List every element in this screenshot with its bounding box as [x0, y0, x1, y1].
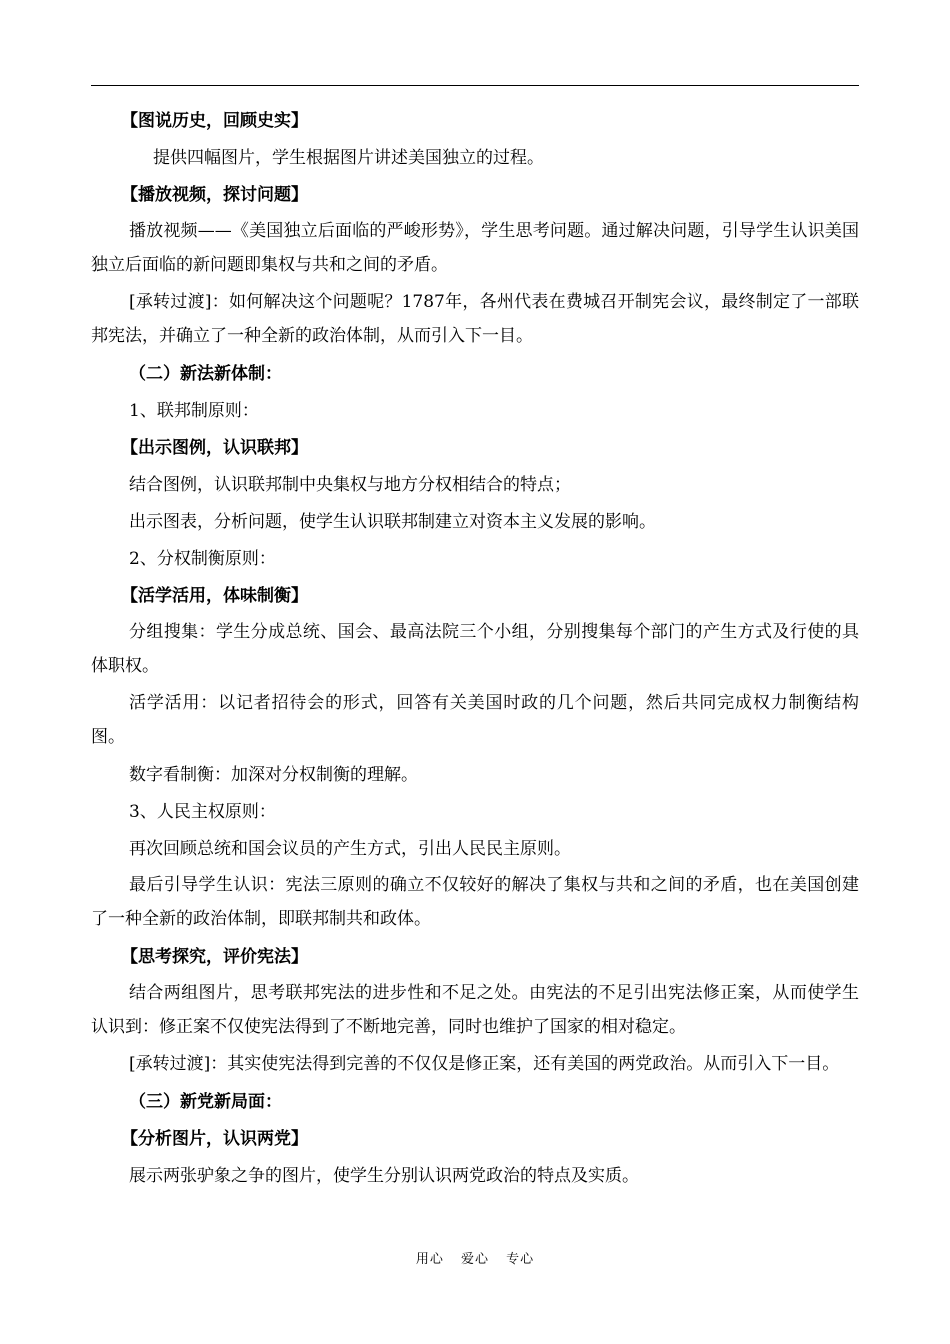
paragraph: 数字看制衡：加深对分权制衡的理解。 [129, 765, 418, 785]
header-rule [91, 85, 859, 86]
paragraph: 最后引导学生认识：宪法三原则的确立不仅较好的解决了集权与共和之间的矛盾，也在美国创建了一种全新的政治体制，即联邦制共和政体。 [91, 875, 859, 929]
paragraph: 活学活用：以记者招待会的形式，回答有关美国时政的几个问题，然后共同完成权力制衡结构图。 [91, 693, 859, 747]
subheading-checks-balances: 【活学活用，体味制衡】 [121, 586, 308, 606]
paragraph: 再次回顾总统和国会议员的产生方式，引出人民民主原则。 [129, 839, 571, 859]
paragraph: 结合图例，认识联邦制中央集权与地方分权相结合的特点； [129, 475, 571, 495]
subheading-evaluate-constitution: 【思考探究，评价宪法】 [121, 947, 308, 967]
section-heading-new-constitution: （二）新法新体制： [129, 364, 282, 384]
page-footer [0, 1248, 950, 1267]
list-item-checks-balances: 2、分权制衡原则： [129, 549, 276, 569]
paragraph-transition: [承转过渡]：如何解决这个问题呢？1787年，各州代表在费城召开制宪会议，最终制定了一部联邦宪法，并确立了一种全新的政治体制，从而引入下一目。 [91, 292, 859, 346]
paragraph: 提供四幅图片，学生根据图片讲述美国独立的过程。 [153, 148, 544, 168]
subheading-illustrated-history: 【图说历史，回顾史实】 [121, 111, 308, 131]
paragraph: 播放视频——《美国独立后面临的严峻形势》，学生思考问题。通过解决问题，引导学生认识美国独立后面临的新问题即集权与共和之间的矛盾。 [91, 221, 859, 275]
document-body [91, 103, 859, 1195]
footer-text: 用心 [415, 1252, 444, 1267]
paragraph: 出示图表，分析问题，使学生认识联邦制建立对资本主义发展的影响。 [129, 512, 656, 532]
paragraph: 分组搜集：学生分成总统、国会、最高法院三个小组，分别搜集每个部门的产生方式及行使的具体职权。 [91, 622, 859, 676]
subheading-two-parties: 【分析图片，认识两党】 [121, 1129, 308, 1149]
paragraph-transition: [承转过渡]：其实使宪法得到完善的不仅仅是修正案，还有美国的两党政治。从而引入下一目。 [129, 1054, 840, 1074]
list-item-popular-sovereignty: 3、人民主权原则： [129, 802, 276, 822]
subheading-video: 【播放视频，探讨问题】 [121, 185, 308, 205]
paragraph: 展示两张驴象之争的图片，使学生分别认识两党政治的特点及实质。 [129, 1166, 639, 1186]
footer-text: 专心 [506, 1252, 535, 1267]
footer-text: 爱心 [460, 1252, 489, 1267]
section-heading-new-parties: （三）新党新局面： [129, 1092, 282, 1112]
list-item-federalism: 1、联邦制原则： [129, 401, 259, 421]
subheading-federal-diagram: 【出示图例，认识联邦】 [121, 438, 308, 458]
paragraph: 结合两组图片，思考联邦宪法的进步性和不足之处。由宪法的不足引出宪法修正案，从而使学生认识到：修正案不仅使宪法得到了不断地完善，同时也维护了国家的相对稳定。 [91, 983, 859, 1037]
